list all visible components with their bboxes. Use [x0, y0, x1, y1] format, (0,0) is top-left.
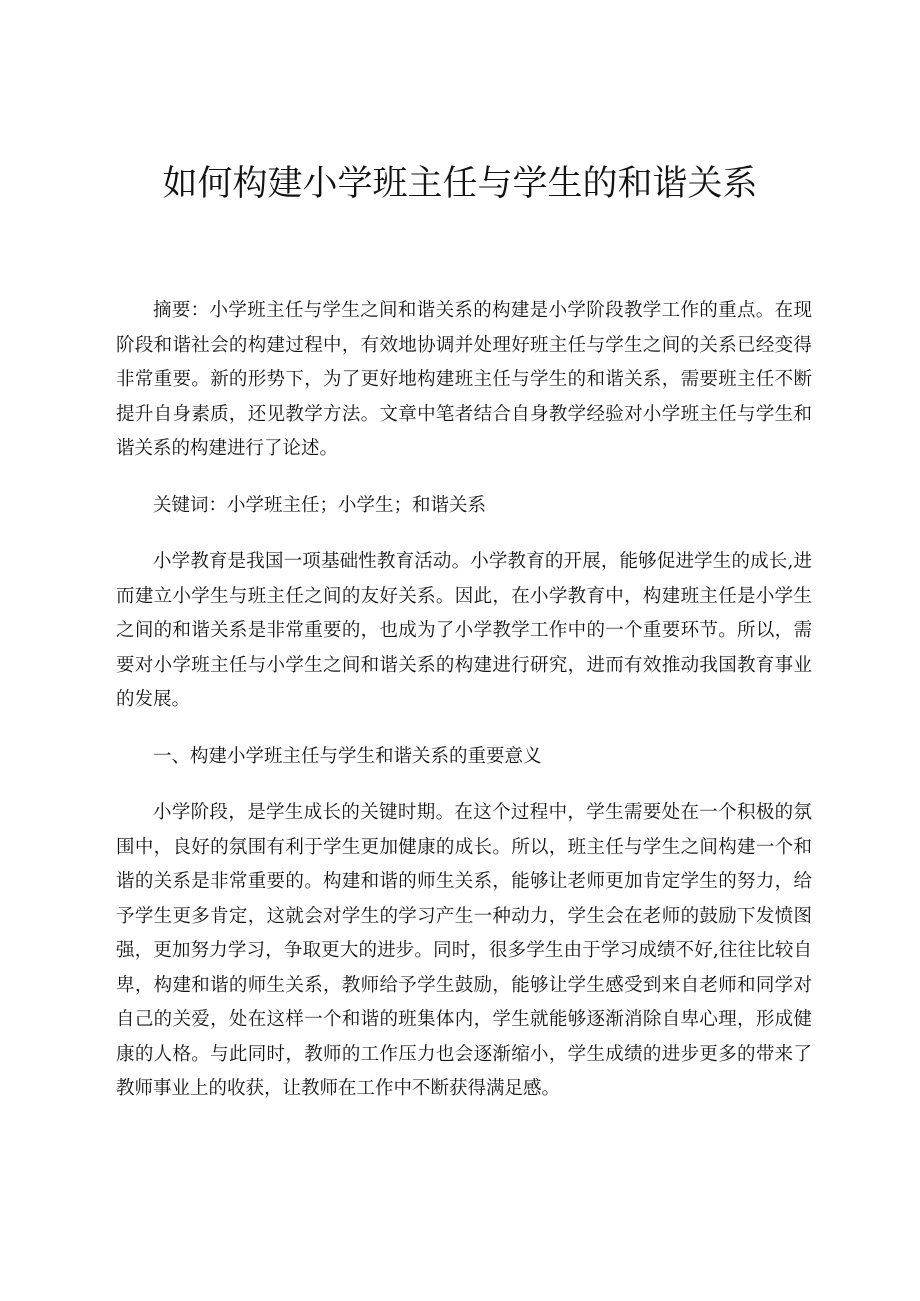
- intro-paragraph: 小学教育是我国一项基础性教育活动。小学教育的开展，能够促进学生的成长,进而建立小学生与班主任之间的友好关系。因此，在小学教育中，构建班主任是小学生之间的和谐关系是非常重要的，也成为了小学教学工作中的一个重要环节。所以，需要对小学班主任与小学生之间和谐关系的构建进行研究，进而有效推动我国教育事业的发展。: [116, 551, 812, 710]
- keywords-paragraph: 关键词：小学班主任；小学生；和谐关系: [153, 494, 487, 516]
- section-1-paragraph: 小学阶段，是学生成长的关键时期。在这个过程中，学生需要处在一个积极的氛围中，良好的氛围有利于学生更加健康的成长。所以，班主任与学生之间构建一个和谐的关系是非常重要的。构建和谐的师生关系，能够让老师更加肯定学生的努力，给予学生更多肯定，这就会对学生的学习产生一种动力，学生会在老师的鼓励下发愤图强，更加努力学习，争取更大的进步。同时，很多学生由于学习成绩不好,往往比较自卑，构建和谐的师生关系，教师给予学生鼓励，能够让学生感受到来自老师和同学对自己的关爱，处在这样一个和谐的班集体内，学生就能够逐渐消除自卑心理，形成健康的人格。与此同时，教师的工作压力也会逐渐缩小，学生成绩的进步更多的带来了教师事业上的收获，让教师在工作中不断获得满足感。: [116, 802, 812, 1099]
- document-body: [116, 294, 812, 1129]
- document-title: 如何构建小学班主任与学生的和谐关系: [162, 164, 758, 204]
- section-heading-1: 一、构建小学班主任与学生和谐关系的重要意义: [153, 745, 542, 767]
- abstract-paragraph: 摘要：小学班主任与学生之间和谐关系的构建是小学阶段教学工作的重点。在现阶段和谐社会的构建过程中，有效地协调并处理好班主任与学生之间的关系已经变得非常重要。新的形势下，为了更好地构建班主任与学生的和谐关系，需要班主任不断提升自身素质，还见教学方法。文章中笔者结合自身教学经验对小学班主任与学生和谐关系的构建进行了论述。: [116, 300, 812, 459]
